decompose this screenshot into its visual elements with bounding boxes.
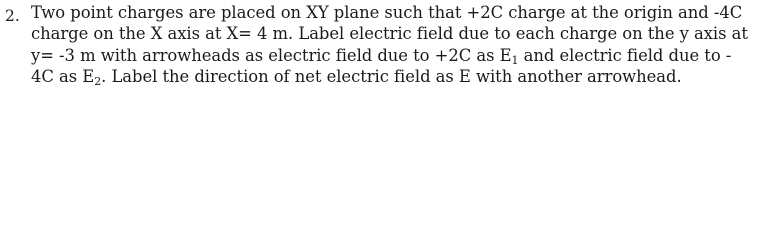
question-line-4 (31, 66, 761, 87)
subscript-e2: 2 (94, 75, 102, 89)
question-text-segment: 4C as E (31, 67, 95, 87)
question-line-1 (31, 2, 761, 23)
question-block (0, 0, 764, 112)
question-text (31, 2, 761, 88)
subscript-e1: 1 (511, 53, 519, 67)
question-line-3 (31, 45, 761, 66)
question-text-segment: Two point charges are placed on XY plane such that +2C charge at the origin and -4C (31, 3, 743, 22)
question-text-segment: charge on the X axis at X= 4 m. Label electric field due to each charge on the y axis at (31, 24, 748, 44)
question-text-segment: and electric field due to - (518, 45, 732, 65)
question-text-segment: . Label the direction of net electric field as E with another arrowhead. (101, 67, 682, 87)
question-number: 2. (5, 7, 20, 25)
question-text-segment: y= -3 m with arrowheads as electric field due to +2C as E (31, 45, 512, 65)
question-line-2 (31, 23, 761, 44)
